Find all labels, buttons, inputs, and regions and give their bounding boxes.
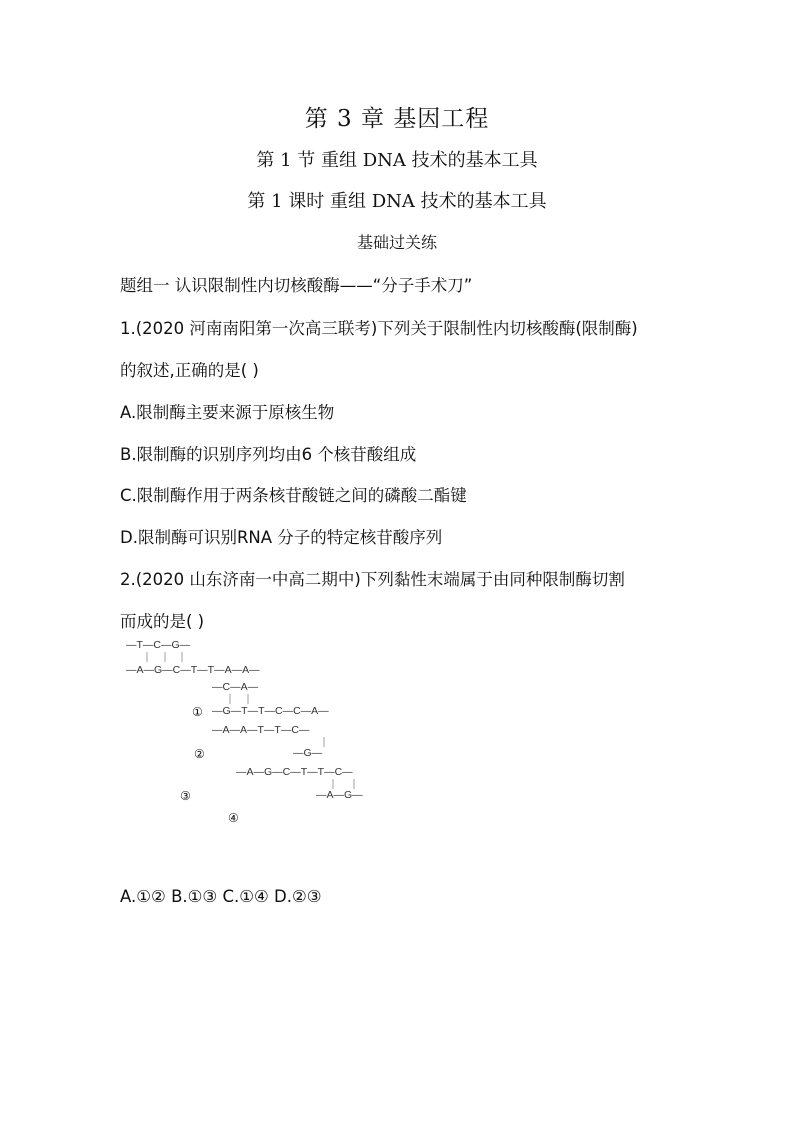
sticky-end-3-top: —A—A—T—T—C— — [212, 724, 310, 736]
chapter-title: 第 3 章 基因工程 — [304, 106, 490, 132]
sticky-end-3-bottom: —G— — [293, 747, 323, 759]
sticky-end-1-bottom: —A—G—C—T—T—A—A— — [126, 664, 260, 676]
question-1-option-d: D.限制酶可识别RNA 分子的特定核苷酸序列 — [120, 528, 443, 547]
question-1-option-b: B.限制酶的识别序列均由6 个核苷酸组成 — [120, 445, 417, 464]
question-1-option-a: A.限制酶主要来源于原核生物 — [120, 403, 335, 422]
sticky-end-4-top: —A—G—C—T—T—C— — [236, 766, 353, 778]
sticky-ends-figure — [120, 632, 400, 832]
question-1-option-c: C.限制酶作用于两条核苷酸链之间的磷酸二酯键 — [120, 486, 467, 505]
sticky-end-4-bottom: —A—G— — [316, 789, 363, 801]
group-title: 题组一 认识限制性内切核酸酶——“分子手术刀” — [120, 276, 473, 295]
figure-label-1: ① — [192, 705, 203, 719]
sticky-end-1-top: —T—C—G— — [126, 639, 191, 651]
question-2-stem-line2: 而成的是( ) — [120, 612, 205, 631]
question-1-stem-line1: 1.(2020 河南南阳第一次高三联考)下列关于限制性内切核酸酶(限制酶) — [120, 319, 638, 338]
question-2-options: A.①② B.①③ C.①④ D.②③ — [120, 887, 322, 906]
figure-label-2: ② — [194, 747, 205, 761]
sticky-end-2-top: —C—A— — [212, 681, 259, 693]
lesson-title: 第 1 课时 重组 DNA 技术的基本工具 — [247, 191, 547, 212]
question-2-stem-line1: 2.(2020 山东济南一中高二期中)下列黏性末端属于由同种限制酶切割 — [120, 570, 625, 589]
sticky-end-2-bottom: —G—T—T—C—C—A— — [212, 705, 329, 717]
section-title: 第 1 节 重组 DNA 技术的基本工具 — [256, 150, 538, 171]
figure-label-3: ③ — [180, 789, 191, 803]
question-1-stem-line2: 的叙述,正确的是( ) — [120, 361, 259, 380]
practice-heading: 基础过关练 — [356, 233, 437, 252]
figure-label-4: ④ — [228, 811, 239, 825]
